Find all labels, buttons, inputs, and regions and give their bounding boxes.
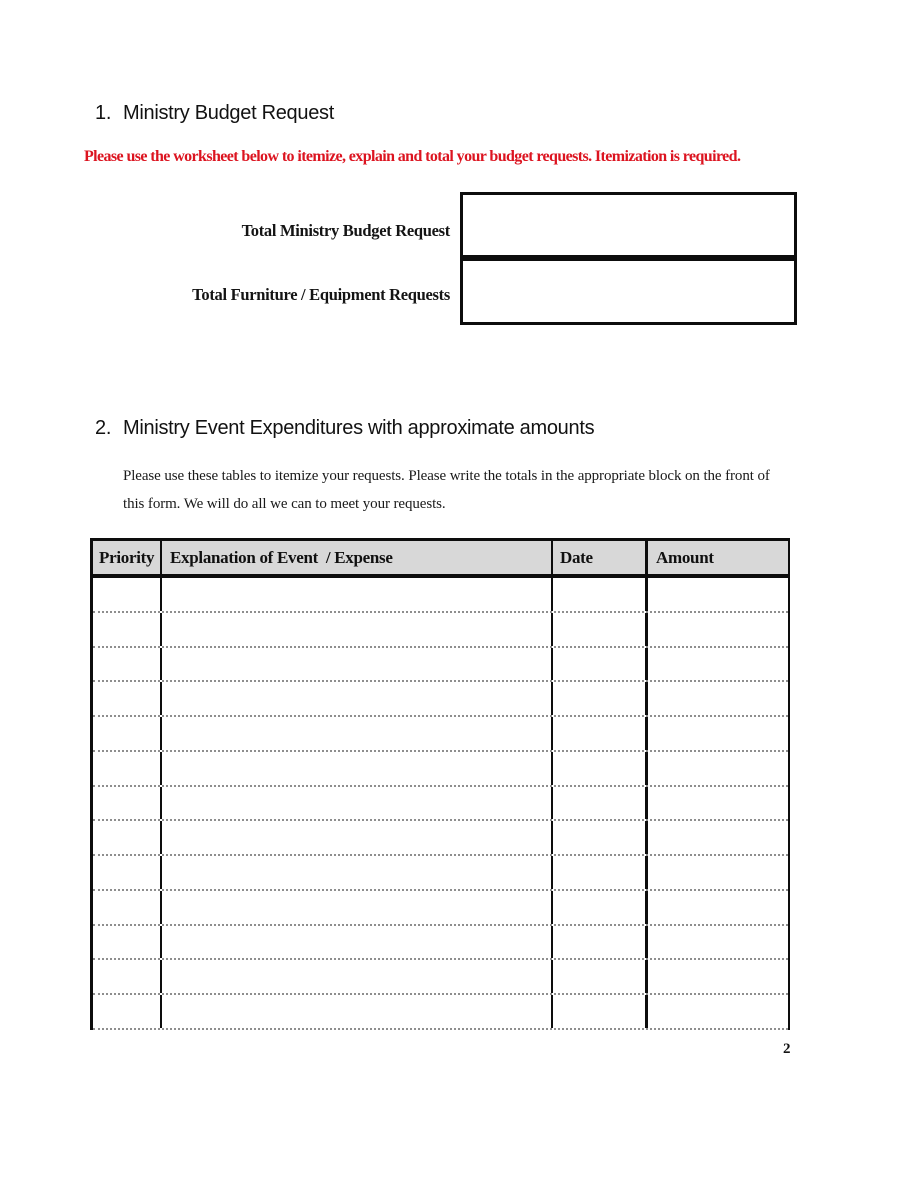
table-cell[interactable]	[648, 613, 788, 646]
total-ministry-budget-label: Total Ministry Budget Request	[241, 221, 450, 240]
table-row	[93, 926, 788, 961]
table-cell[interactable]	[162, 752, 553, 785]
total-furniture-equipment-label: Total Furniture / Equipment Requests	[192, 285, 450, 304]
table-cell[interactable]	[553, 856, 648, 889]
table-row	[93, 821, 788, 856]
column-header-priority: Priority	[93, 541, 162, 574]
table-cell[interactable]	[93, 821, 162, 854]
table-cell[interactable]	[553, 648, 648, 681]
table-cell[interactable]	[648, 787, 788, 820]
table-row	[93, 960, 788, 995]
table-cell[interactable]	[93, 995, 162, 1028]
table-cell[interactable]	[162, 856, 553, 889]
table-cell[interactable]	[553, 717, 648, 750]
description-line: Please use these tables to itemize your requests. Please write the totals in the appropriate block on the front of	[123, 468, 770, 484]
table-cell[interactable]	[648, 926, 788, 959]
table-header-row	[90, 538, 790, 578]
section2-description	[123, 462, 770, 518]
table-cell[interactable]	[648, 995, 788, 1028]
table-cell[interactable]	[162, 960, 553, 993]
page-number: 2	[783, 1041, 791, 1057]
description-line: this form. We will do all we can to meet your requests.	[123, 496, 446, 512]
table-cell[interactable]	[648, 682, 788, 715]
table-cell[interactable]	[648, 752, 788, 785]
table-row	[93, 648, 788, 683]
table-cell[interactable]	[93, 613, 162, 646]
section1-title: Ministry Budget Request	[123, 102, 334, 124]
table-row	[93, 752, 788, 787]
table-row	[93, 682, 788, 717]
table-cell[interactable]	[648, 648, 788, 681]
table-cell[interactable]	[648, 891, 788, 924]
table-row	[93, 995, 788, 1030]
table-cell[interactable]	[93, 960, 162, 993]
table-row	[93, 717, 788, 752]
table-cell[interactable]	[648, 578, 788, 611]
table-cell[interactable]	[93, 856, 162, 889]
table-cell[interactable]	[553, 891, 648, 924]
table-cell[interactable]	[648, 821, 788, 854]
table-cell[interactable]	[93, 926, 162, 959]
table-cell[interactable]	[93, 648, 162, 681]
table-cell[interactable]	[162, 648, 553, 681]
column-header-date: Date	[553, 541, 648, 574]
table-cell[interactable]	[162, 613, 553, 646]
table-cell[interactable]	[648, 960, 788, 993]
table-cell[interactable]	[162, 926, 553, 959]
table-cell[interactable]	[162, 787, 553, 820]
section2-heading	[95, 417, 594, 440]
table-cell[interactable]	[93, 752, 162, 785]
table-cell[interactable]	[648, 856, 788, 889]
table-body	[90, 578, 790, 1030]
table-cell[interactable]	[553, 926, 648, 959]
table-cell[interactable]	[93, 891, 162, 924]
table-cell[interactable]	[553, 787, 648, 820]
section1-number: 1.	[95, 102, 112, 124]
table-cell[interactable]	[553, 682, 648, 715]
table-cell[interactable]	[93, 717, 162, 750]
total-furniture-equipment-input[interactable]	[460, 258, 797, 325]
expenditures-table	[90, 538, 790, 1030]
table-cell[interactable]	[162, 891, 553, 924]
table-cell[interactable]	[553, 821, 648, 854]
table-cell[interactable]	[648, 717, 788, 750]
section2-title: Ministry Event Expenditures with approximate amounts	[123, 417, 595, 439]
table-cell[interactable]	[93, 682, 162, 715]
table-cell[interactable]	[162, 995, 553, 1028]
table-cell[interactable]	[162, 821, 553, 854]
total-ministry-budget-input[interactable]	[460, 192, 797, 258]
table-row	[93, 787, 788, 822]
table-cell[interactable]	[162, 578, 553, 611]
table-row	[93, 578, 788, 613]
column-header-amount: Amount	[656, 547, 714, 567]
table-cell[interactable]	[162, 717, 553, 750]
table-cell[interactable]	[553, 578, 648, 611]
section1-heading	[95, 102, 334, 125]
column-header-explanation: Explanation of Event / Expense	[162, 541, 553, 574]
itemization-notice: Please use the worksheet below to itemize, explain and total your budget requests. Itemization is required.	[84, 148, 741, 165]
table-row	[93, 613, 788, 648]
table-cell[interactable]	[553, 995, 648, 1028]
table-cell[interactable]	[162, 682, 553, 715]
table-row	[93, 856, 788, 891]
section2-number: 2.	[95, 417, 112, 439]
table-cell[interactable]	[553, 752, 648, 785]
table-cell[interactable]	[553, 960, 648, 993]
table-cell[interactable]	[553, 613, 648, 646]
table-cell[interactable]	[93, 787, 162, 820]
table-row	[93, 891, 788, 926]
table-cell[interactable]	[93, 578, 162, 611]
